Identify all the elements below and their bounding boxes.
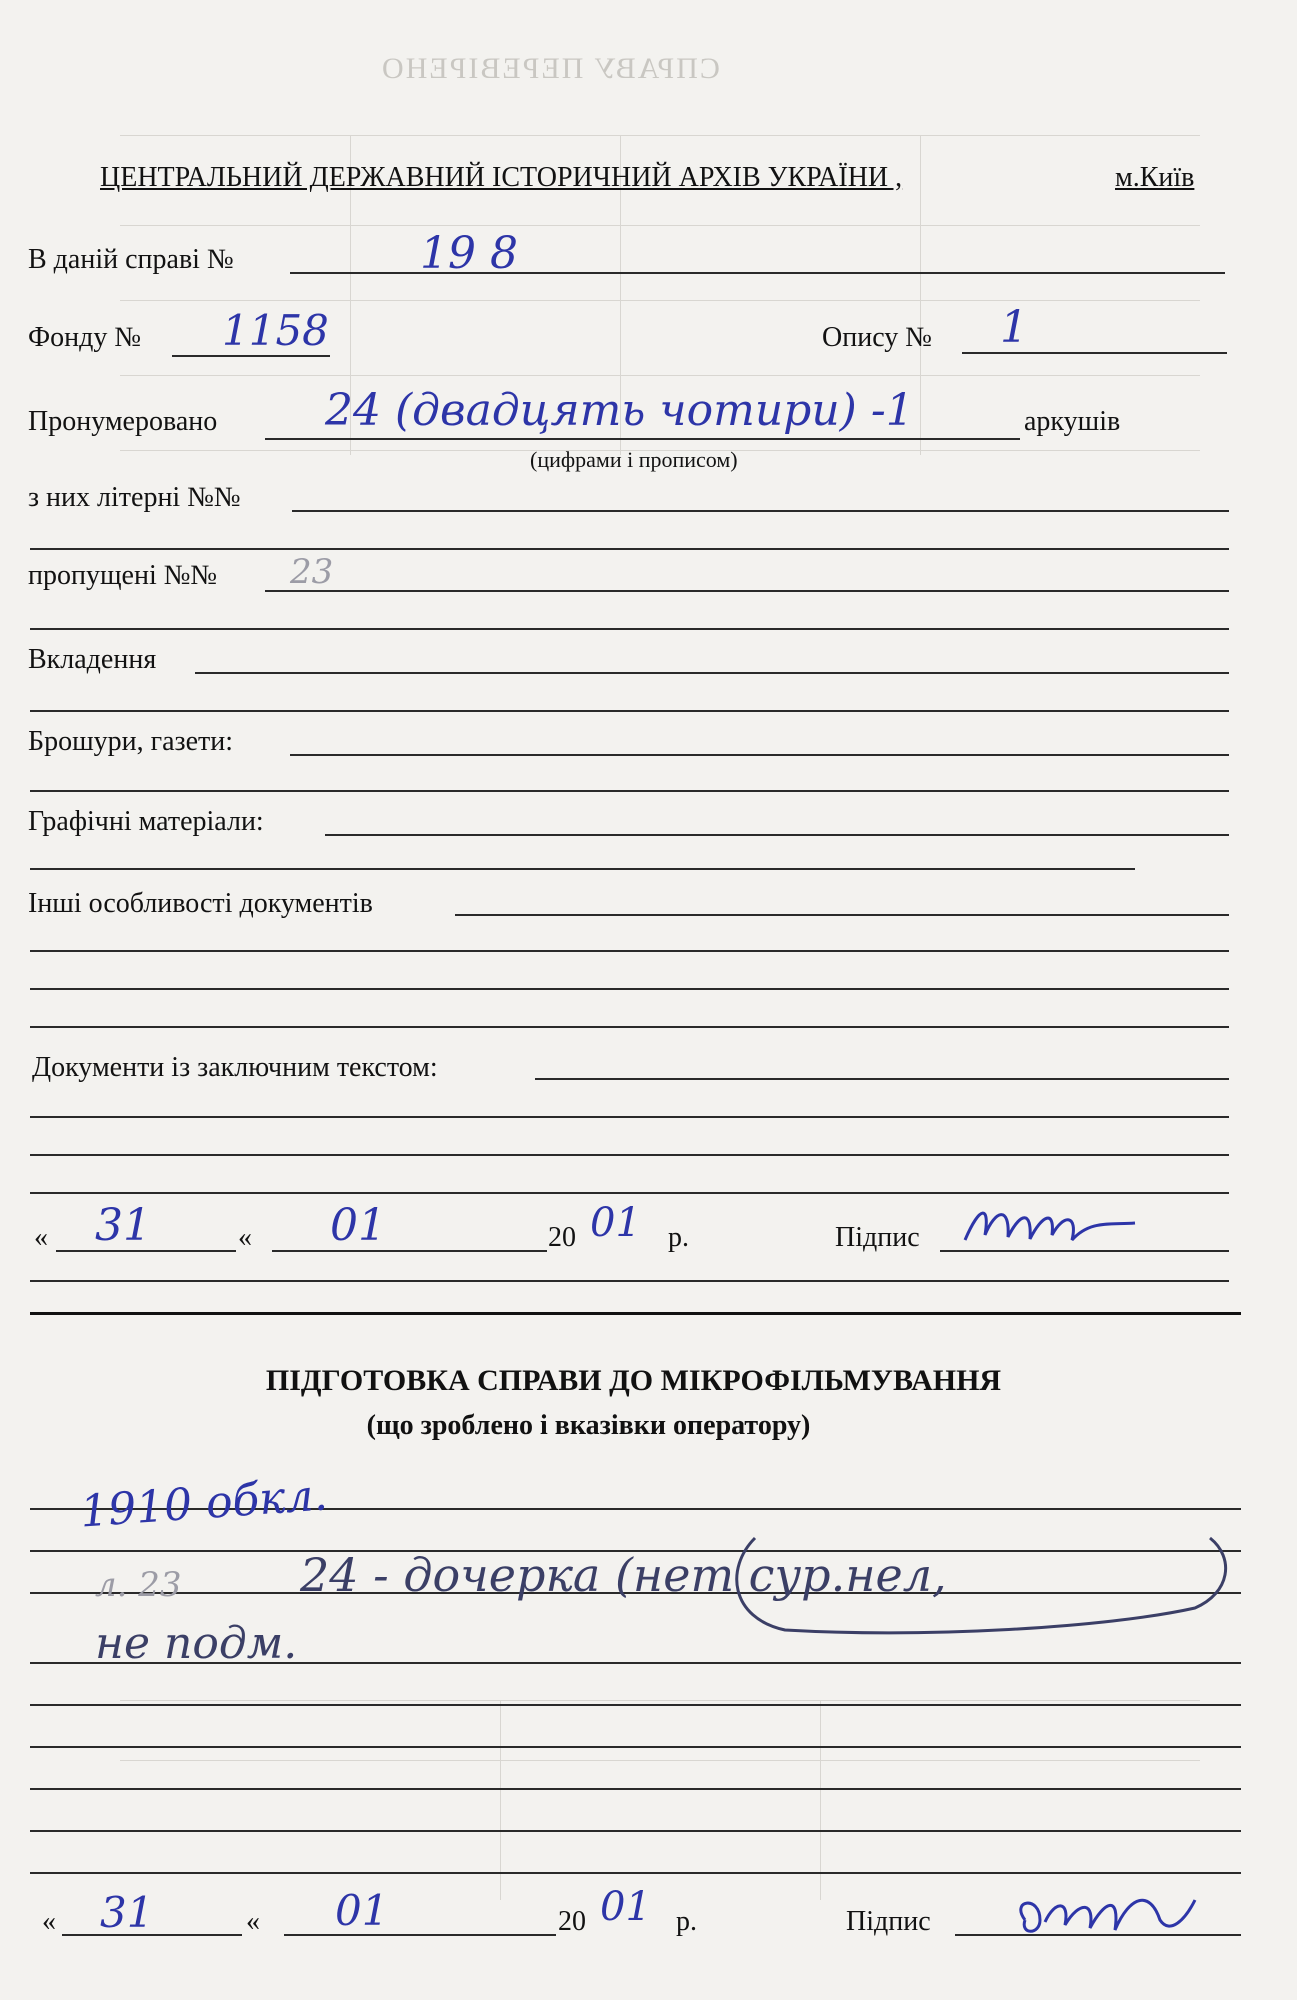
skipped-label: пропущені №№: [28, 560, 218, 591]
bleed-through-line: [500, 1700, 501, 1900]
note-line1: 1910 обкл.: [78, 1469, 330, 1538]
date1-year-suffix: р.: [668, 1222, 689, 1253]
date1-open-quote: «: [34, 1222, 48, 1253]
case-number-value: 19 8: [420, 228, 518, 279]
archive-city: м.Київ: [1115, 162, 1195, 193]
blank-line: [30, 1192, 1229, 1194]
bleed-through-line: [120, 1760, 1200, 1761]
date2-open-quote: «: [42, 1906, 56, 1937]
section2-title: ПІДГОТОВКА СПРАВИ ДО МІКРОФІЛЬМУВАННЯ: [265, 1364, 1002, 1397]
numbered-label: Пронумеровано: [28, 406, 218, 437]
blank-line: [30, 790, 1229, 792]
inserts-line: [195, 672, 1229, 674]
bleed-through-line: [820, 1700, 821, 1900]
note-bracket-mark: [725, 1528, 1245, 1638]
brochures-label: Брошури, газети:: [28, 726, 234, 757]
note-line: [30, 1746, 1241, 1748]
date1-month-line: [272, 1250, 547, 1252]
blank-line: [30, 548, 1229, 550]
date2-year: 01: [600, 1884, 651, 1930]
signature1-label: Підпис: [835, 1222, 920, 1253]
graphic-materials-line: [325, 834, 1229, 836]
note-line: [30, 1830, 1241, 1832]
bleed-through-line: [120, 375, 1200, 376]
sheets-label: аркушів: [1024, 406, 1121, 437]
date1-year-prefix: 20: [548, 1222, 576, 1253]
fond-label: Фонду №: [28, 322, 142, 353]
numbered-hint: (цифрами і прописом): [530, 447, 738, 472]
section-separator: [30, 1312, 1241, 1315]
blank-line: [30, 988, 1229, 990]
date2-year-suffix: р.: [676, 1906, 697, 1937]
other-features-label: Інші особливості документів: [28, 888, 373, 919]
final-text-label: Документи із заключним текстом:: [32, 1052, 438, 1083]
date2-year-prefix: 20: [558, 1906, 586, 1937]
signature2-label: Підпис: [846, 1906, 931, 1937]
bleed-through-line: [920, 135, 921, 455]
date1-day: 31: [95, 1200, 151, 1251]
bleed-through-line: [120, 225, 1200, 226]
date1-mid-quote: «: [238, 1222, 252, 1253]
date1-year: 01: [590, 1200, 641, 1246]
fond-value: 1158: [222, 306, 329, 355]
letter-numbers-label: з них літерні №№: [28, 482, 241, 513]
signature1-mark: [960, 1195, 1140, 1255]
blank-line: [30, 1154, 1229, 1156]
final-text-line: [535, 1078, 1229, 1080]
blank-line: [30, 710, 1229, 712]
date2-day: 31: [100, 1888, 154, 1937]
date1-month: 01: [330, 1200, 386, 1251]
note-line: [30, 1872, 1241, 1874]
blank-line: [30, 1026, 1229, 1028]
signature2-mark: [1010, 1880, 1200, 1950]
note-line2: 24 - дочерка (нет сур.нел,: [300, 1548, 947, 1602]
blank-line: [30, 868, 1135, 870]
date2-month: 01: [335, 1886, 389, 1935]
skipped-line: [265, 590, 1229, 592]
bleed-through-line: [120, 135, 1200, 136]
blank-line: [30, 628, 1229, 630]
numbered-value: 24 (двадцять чотири) -1: [325, 385, 914, 436]
blank-line: [30, 1116, 1229, 1118]
brochures-line: [290, 754, 1229, 756]
blank-line: [30, 1280, 1229, 1282]
other-features-line: [455, 914, 1229, 916]
fond-line: [172, 355, 330, 357]
case-number-label: В даній справі №: [28, 244, 234, 275]
note-line3: не подм.: [95, 1618, 298, 1669]
letter-numbers-line: [292, 510, 1229, 512]
blank-line: [30, 950, 1229, 952]
date2-month-line: [284, 1934, 556, 1936]
inserts-label: Вкладення: [28, 644, 157, 675]
numbered-line: [265, 438, 1020, 440]
bleed-through-heading: СПРАВУ ПЕРЕВІРЕНО: [380, 52, 720, 85]
note-line: [30, 1704, 1241, 1706]
graphic-materials-label: Графічні матеріали:: [28, 806, 264, 837]
date2-mid-quote: «: [246, 1906, 260, 1937]
skipped-value: 23: [290, 552, 334, 592]
bleed-through-line: [120, 1700, 1200, 1701]
section2-subtitle: (що зроблено і вказівки оператору): [366, 1410, 811, 1441]
note-pencil: л. 23: [95, 1565, 182, 1605]
note-line: [30, 1788, 1241, 1790]
bleed-through-line: [120, 300, 1200, 301]
opys-label: Опису №: [822, 322, 932, 353]
opys-value: 1: [1000, 302, 1028, 353]
archive-name: ЦЕНТРАЛЬНИЙ ДЕРЖАВНИЙ ІСТОРИЧНИЙ АРХІВ УКРАЇНИ ,: [100, 162, 903, 193]
